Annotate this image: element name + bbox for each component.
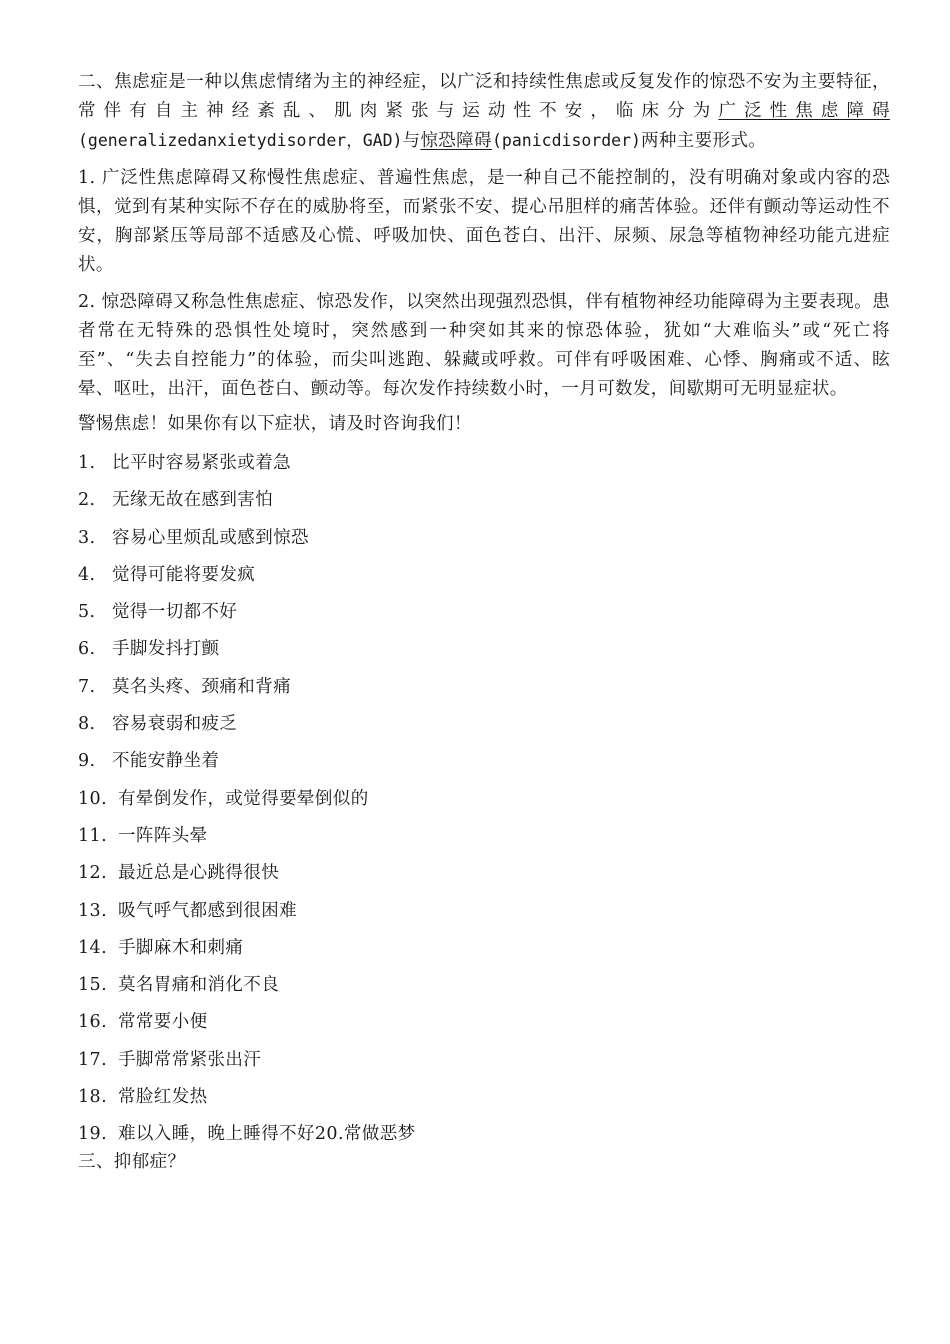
- list-item: [78, 669, 890, 706]
- item-number: 8.: [78, 714, 96, 735]
- list-item: [78, 893, 890, 930]
- item-number: 6.: [78, 639, 96, 660]
- item-text: 莫名胃痛和消化不良: [118, 975, 280, 996]
- item-text: 最近总是心跳得很快: [118, 863, 280, 884]
- item-number: 4.: [78, 564, 96, 585]
- item-text: 吸气呼气都感到很困难: [118, 900, 297, 921]
- item-text: 常常要小便: [118, 1012, 208, 1033]
- list-item: [78, 520, 890, 557]
- list-item: [78, 706, 890, 743]
- section3-heading: 三、抑郁症？: [78, 1151, 186, 1172]
- item-number: 13.: [78, 900, 108, 921]
- item-text: 有晕倒发作，或觉得要晕倒似的: [118, 788, 369, 809]
- item-number: 5.: [78, 602, 96, 623]
- gad-english: (generalizedanxietydisorder，GAD): [78, 131, 403, 150]
- item-number: 2.: [78, 490, 96, 511]
- document-page: [78, 68, 890, 1177]
- item-text: 觉得一切都不好: [112, 602, 238, 623]
- item-text: 比平时容易紧张或着急: [112, 453, 291, 473]
- item-text: 手脚常常紧张出汗: [118, 1049, 262, 1070]
- item-text: 难以入睡，晚上睡得不好20.常做恶梦: [118, 1124, 416, 1145]
- item-text: 手脚麻木和刺痛: [118, 937, 244, 958]
- item-number: 7.: [78, 676, 96, 697]
- item-number: 16.: [78, 1012, 108, 1033]
- gad-term-link[interactable]: 广泛性焦虑障碍: [718, 101, 891, 121]
- item-text: 容易衰弱和疲乏: [112, 714, 238, 735]
- item-text: 莫名头疼、颈痛和背痛: [112, 676, 291, 697]
- section2-intro: [78, 68, 890, 156]
- item-text: 无缘无故在感到害怕: [112, 490, 274, 511]
- item-number: 11.: [78, 825, 108, 846]
- panic-term-link[interactable]: 惊恐障碍: [420, 131, 492, 151]
- connector-text: 与: [402, 131, 421, 151]
- item-number: 15.: [78, 975, 108, 996]
- intro-end-text: 两种主要形式。: [640, 131, 767, 151]
- item-text: 不能安静坐着: [112, 751, 220, 772]
- list-item: [78, 557, 890, 594]
- item-number: 18.: [78, 1087, 108, 1108]
- item-number: 14.: [78, 937, 108, 958]
- list-item: [78, 445, 890, 482]
- panic-english: (panicdisorder): [491, 131, 641, 150]
- item-number: 10.: [78, 788, 108, 809]
- item-number: 1.: [78, 453, 96, 473]
- list-item: [78, 818, 890, 855]
- intro-text: 二、焦虑症是一种以焦虑情绪为主的神经症，以广泛和持续性焦虑或反复发作的惊恐不安为主要特征，常伴有自主神经紊乱、肌肉紧张与运动性不安，临床分为: [78, 72, 890, 121]
- list-item: [78, 1079, 890, 1116]
- item-number: 17.: [78, 1049, 108, 1070]
- list-item: [78, 855, 890, 892]
- item-text: 容易心里烦乱或感到惊恐: [112, 527, 309, 548]
- item-text: 手脚发抖打颤: [112, 639, 220, 660]
- list-item: [78, 743, 890, 780]
- list-item: [78, 594, 890, 631]
- item-number: 12.: [78, 863, 108, 884]
- list-item: [78, 930, 890, 967]
- gad-description: 1. 广泛性焦虑障碍又称慢性焦虑症、普遍性焦虑，是一种自己不能控制的，没有明确对象或内容的恐惧，觉到有某种实际不存在的威胁将至，而紧张不安、提心吊胆样的痛苦体验。还伴有颤动等运动性不安，胸部紧压等局部不适感及心慌、呼吸加快、面色苍白、出汗、尿频、尿急等植物神经功能亢进症状。: [78, 168, 890, 275]
- list-item: [78, 631, 890, 668]
- list-item: [78, 482, 890, 519]
- item-number: 9.: [78, 751, 96, 772]
- list-item: [78, 1004, 890, 1041]
- list-item: [78, 967, 890, 1004]
- item-number: 3.: [78, 527, 96, 548]
- item-text: 常脸红发热: [118, 1087, 208, 1108]
- panic-description: 2. 惊恐障碍又称急性焦虑症、惊恐发作，以突然出现强烈恐惧，伴有植物神经功能障碍为主要表现。患者常在无特殊的恐惧性处境时，突然感到一种突如其来的惊恐体验，犹如“大难临头”或“死亡将至”、“失去自控能力”的体验，而尖叫逃跑、躲藏或呼救。可伴有呼吸困难、心悸、胸痛或不适、眩晕、呕吐，出汗，面色苍白、颤动等。每次发作持续数小时，一月可数发，间歇期可无明显症状。: [78, 292, 890, 399]
- item-text: 觉得可能将要发疯: [112, 564, 256, 585]
- item-text: 一阵阵头晕: [118, 825, 208, 846]
- list-item: [78, 1042, 890, 1079]
- item-number: 19.: [78, 1124, 108, 1145]
- warning-text: 警惕焦虑！如果你有以下症状，请及时咨询我们！: [78, 414, 472, 434]
- symptom-list: [78, 445, 890, 1154]
- list-item: [78, 781, 890, 818]
